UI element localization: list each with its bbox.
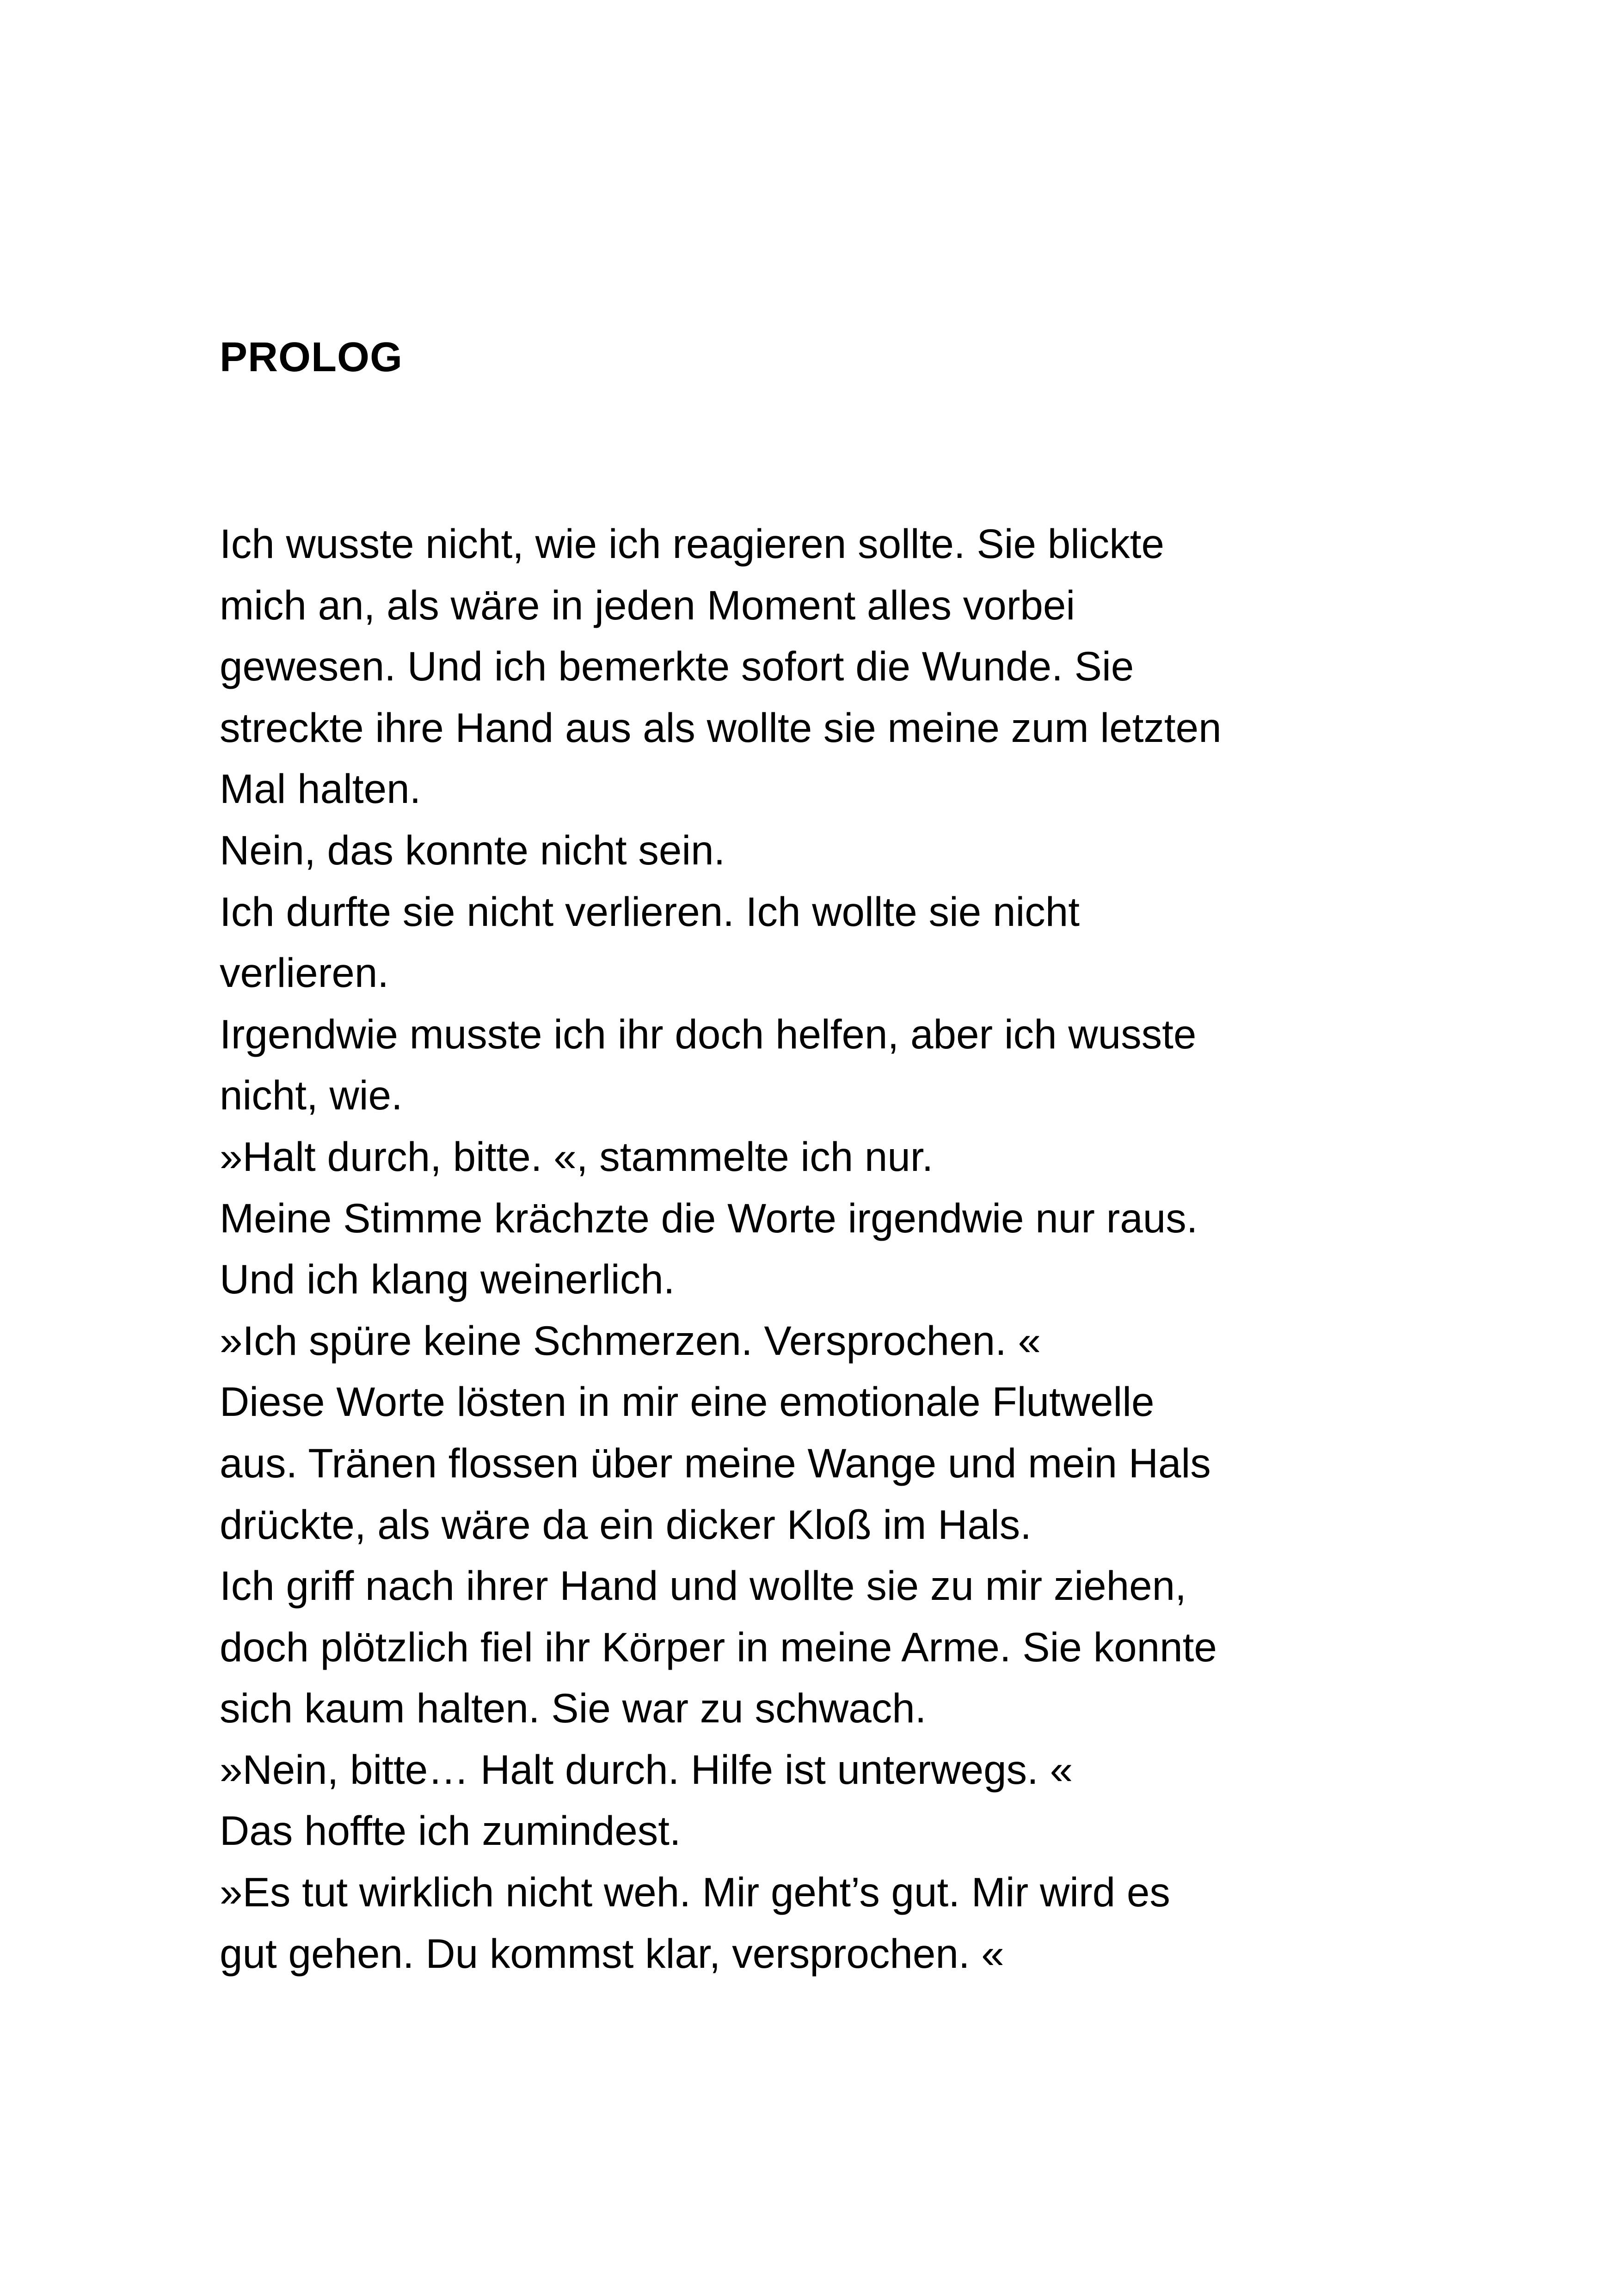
text-line: Nein, das konnte nicht sein.	[220, 827, 725, 873]
prologue-text	[220, 513, 1422, 1984]
text-line: »Halt durch, bitte. «, stammelte ich nur.	[220, 1133, 934, 1180]
text-line: Diese Worte lösten in mir eine emotionale Flutwelle	[220, 1378, 1155, 1425]
text-line: Irgendwie musste ich ihr doch helfen, aber ich wusste	[220, 1010, 1197, 1057]
text-line: verlieren.	[220, 949, 389, 996]
text-line: gewesen. Und ich bemerkte sofort die Wunde. Sie	[220, 643, 1134, 690]
chapter-heading: PROLOG	[220, 334, 403, 380]
text-line: nicht, wie.	[220, 1072, 403, 1119]
text-line: Und ich klang weinerlich.	[220, 1256, 675, 1303]
text-line: drückte, als wäre da ein dicker Kloß im Hals.	[220, 1501, 1032, 1548]
text-line: Das hoffte ich zumindest.	[220, 1807, 681, 1854]
text-line: »Nein, bitte… Halt durch. Hilfe ist unterwegs. «	[220, 1746, 1073, 1793]
text-line: Meine Stimme krächzte die Worte irgendwie nur raus.	[220, 1194, 1198, 1241]
text-line: mich an, als wäre in jeden Moment alles vorbei	[220, 582, 1075, 628]
text-line: Ich griff nach ihrer Hand und wollte sie zu mir ziehen,	[220, 1562, 1186, 1609]
text-line: »Es tut wirklich nicht weh. Mir geht’s gut. Mir wird es	[220, 1869, 1170, 1916]
text-line: »Ich spüre keine Schmerzen. Versprochen. «	[220, 1317, 1041, 1364]
text-line: sich kaum halten. Sie war zu schwach.	[220, 1685, 927, 1732]
text-line: aus. Tränen flossen über meine Wange und mein Hals	[220, 1439, 1211, 1486]
text-line: Mal halten.	[220, 765, 421, 812]
text-line: streckte ihre Hand aus als wollte sie meine zum letzten	[220, 704, 1222, 751]
text-line: doch plötzlich fiel ihr Körper in meine Arme. Sie konnte	[220, 1623, 1217, 1670]
text-line: Ich durfte sie nicht verlieren. Ich wollte sie nicht	[220, 888, 1080, 935]
text-line: gut gehen. Du kommst klar, versprochen. «	[220, 1930, 1004, 1977]
text-line: Ich wusste nicht, wie ich reagieren sollte. Sie blickte	[220, 520, 1165, 567]
